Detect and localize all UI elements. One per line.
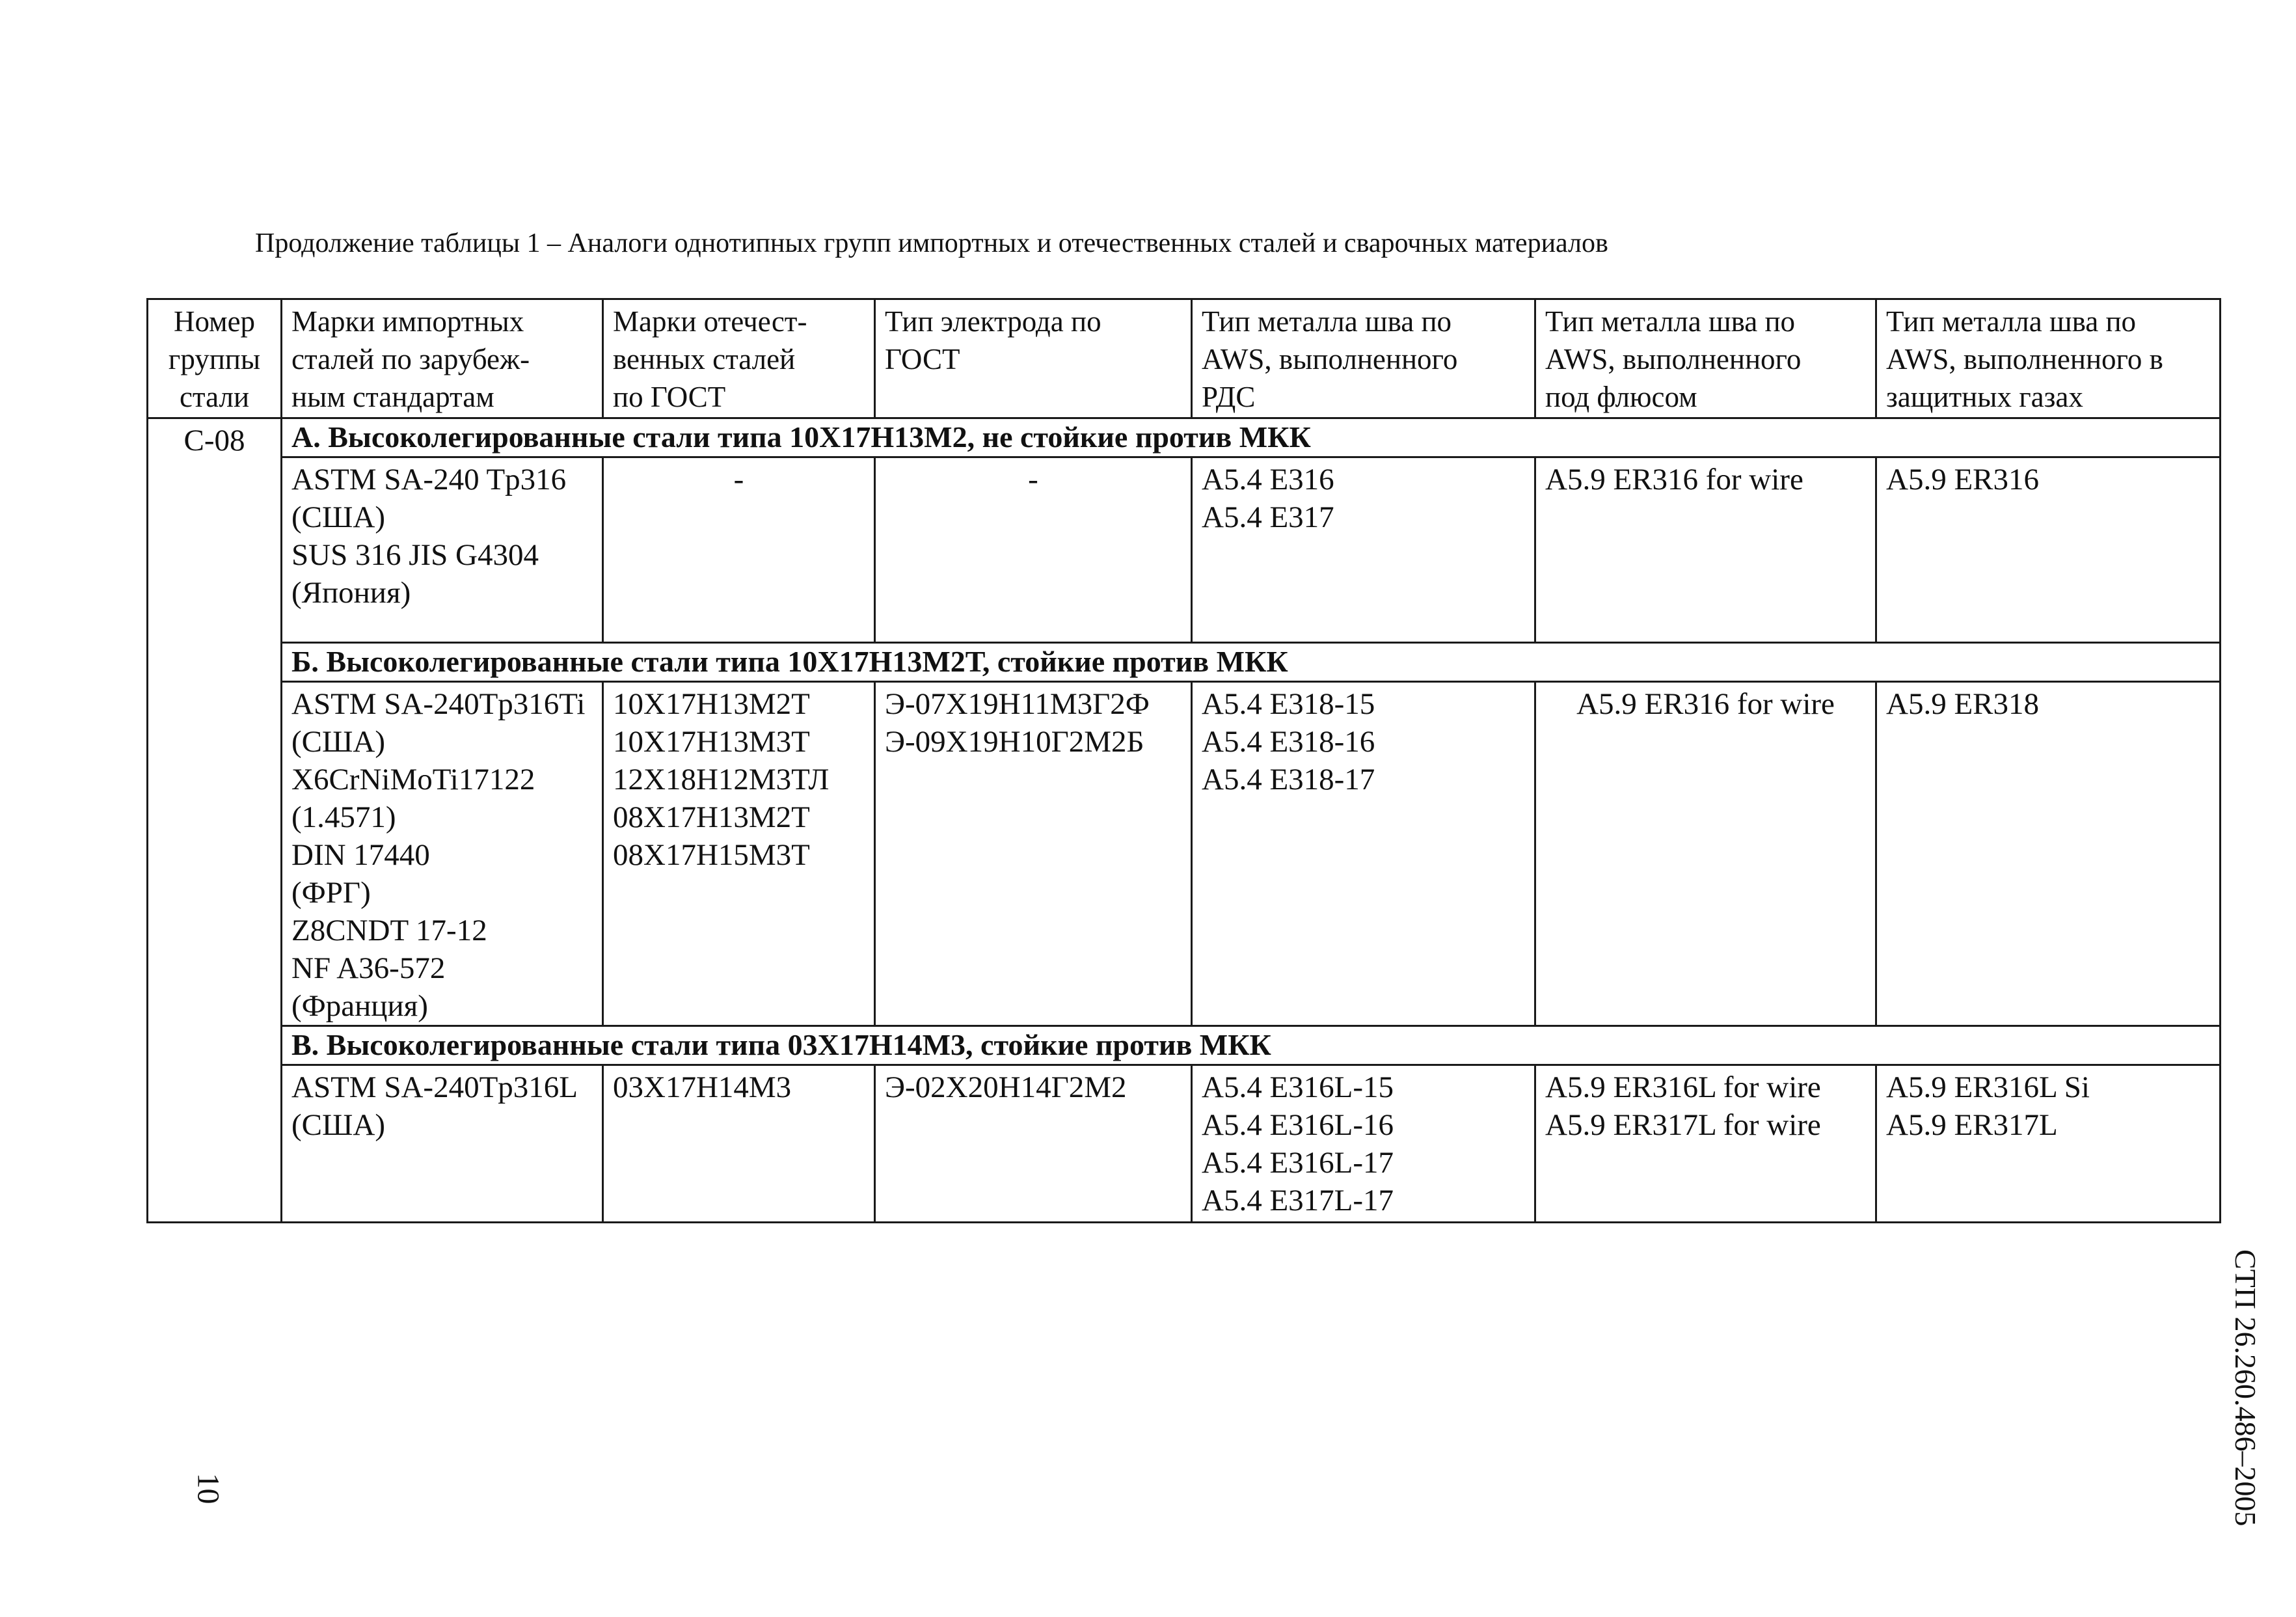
list-item: A5.4 E318-16	[1202, 725, 1375, 759]
list-item: (ФРГ)	[291, 876, 371, 910]
list-item: A5.9 ER316L Si	[1886, 1070, 2090, 1104]
list-item: X6CrNiMoTi17122	[291, 763, 535, 796]
table-row	[148, 1065, 2221, 1223]
header-line: AWS, выполненного	[1202, 343, 1458, 375]
list-item: A5.4 E316L-15	[1202, 1070, 1394, 1104]
header-line: Тип металла шва по	[1545, 305, 1796, 338]
header-import-grades	[282, 299, 603, 418]
list-item: NF A36-572	[291, 951, 446, 985]
page-number: 10	[191, 1473, 226, 1504]
gas-b	[1876, 682, 2221, 1026]
list-item: A5.4 E318-17	[1202, 763, 1375, 796]
header-line: Марки отечест-	[613, 305, 807, 338]
header-line: Марки импортных	[291, 305, 524, 338]
list-item: A5.4 E317L-17	[1202, 1184, 1394, 1217]
header-line: AWS, выполненного в	[1886, 343, 2163, 375]
header-line: ГОСТ	[885, 343, 960, 375]
header-gas-weld	[1876, 299, 2221, 418]
gas-c	[1876, 1065, 2221, 1223]
header-line: стали	[179, 381, 250, 413]
list-item: (США)	[291, 1108, 386, 1142]
list-item: A5.9 ER318	[1886, 687, 2039, 721]
table-caption: Продолжение таблицы 1 – Аналоги однотипных групп импортных и отечественных сталей и сварочных материалов	[255, 228, 1608, 258]
list-item: A5.9 ER317L	[1886, 1108, 2058, 1142]
flux-a	[1535, 457, 1876, 643]
table-row	[148, 682, 2221, 1026]
header-flux-weld	[1535, 299, 1876, 418]
electrode-c	[875, 1065, 1192, 1223]
list-item: Э-09Х19Н10Г2М2Б	[885, 725, 1144, 759]
group-number: С-08	[183, 424, 245, 457]
header-line: Тип металла шва по	[1202, 305, 1452, 338]
header-line: по ГОСТ	[613, 381, 726, 413]
list-item: SUS 316 JIS G4304	[291, 538, 539, 572]
list-item: ASTM SA-240Tp316L	[291, 1070, 578, 1104]
gost-grades-c	[603, 1065, 875, 1223]
section-b-title: Б. Высоколегированные стали типа 10Х17Н13М2Т, стойкие против МКК	[282, 643, 2221, 682]
header-line: Номер	[173, 305, 256, 338]
list-item: A5.9 ER316 for wire	[1576, 687, 1835, 721]
list-item: DIN 17440	[291, 838, 430, 872]
list-item: (Япония)	[291, 576, 411, 610]
header-line: Тип электрода по	[885, 305, 1101, 338]
header-line: AWS, выполненного	[1545, 343, 1802, 375]
list-item: A5.4 E318-15	[1202, 687, 1375, 721]
list-item: A5.9 ER316 for wire	[1545, 463, 1803, 496]
electrode-b	[875, 682, 1192, 1026]
header-line: ным стандартам	[291, 381, 494, 413]
section-b-row	[148, 643, 2221, 682]
list-item: Z8CNDT 17-12	[291, 914, 487, 947]
list-item: A5.4 E317	[1202, 500, 1334, 534]
group-number-cell	[148, 418, 282, 1223]
list-item: (США)	[291, 500, 386, 534]
list-item: Э-07Х19Н11М3Г2Ф	[885, 687, 1150, 721]
header-line: Тип металла шва по	[1886, 305, 2137, 338]
document-code: СТП 26.260.486–2005	[2229, 1249, 2262, 1527]
gas-a	[1876, 457, 2221, 643]
gost-grades-b	[603, 682, 875, 1026]
electrode-a	[875, 457, 1192, 643]
section-a-row	[148, 418, 2221, 457]
list-item: A5.9 ER317L for wire	[1545, 1108, 1821, 1142]
list-item: (США)	[291, 725, 386, 759]
list-item: (Франция)	[291, 989, 428, 1023]
section-c-row	[148, 1026, 2221, 1065]
list-item: 10Х17Н13М3Т	[613, 725, 810, 759]
header-gost-grades	[603, 299, 875, 418]
header-group-no	[148, 299, 282, 418]
import-grades-b	[282, 682, 603, 1026]
list-item: 10Х17Н13М2Т	[613, 687, 810, 721]
import-grades-c	[282, 1065, 603, 1223]
header-line: сталей по зарубеж-	[291, 343, 530, 375]
table-header-row	[148, 299, 2221, 418]
import-grades-a	[282, 457, 603, 643]
rds-c	[1192, 1065, 1535, 1223]
list-item: 03Х17Н14М3	[613, 1070, 792, 1104]
header-line: РДС	[1202, 381, 1256, 413]
header-electrode-type	[875, 299, 1192, 418]
list-item: A5.4 E316	[1202, 463, 1334, 496]
flux-b	[1535, 682, 1876, 1026]
list-item: -	[733, 463, 744, 496]
list-item: (1.4571)	[291, 800, 396, 834]
table-row	[148, 457, 2221, 643]
header-line: защитных газах	[1886, 381, 2083, 413]
list-item: -	[1028, 463, 1038, 496]
list-item: ASTM SA-240 Tp316	[291, 463, 567, 496]
list-item: A5.9 ER316	[1886, 463, 2039, 496]
list-item: 08Х17Н15М3Т	[613, 838, 810, 872]
list-item: A5.4 E316L-17	[1202, 1146, 1394, 1180]
list-item: ASTM SA-240Tp316Ti	[291, 687, 586, 721]
section-a-title: А. Высоколегированные стали типа 10Х17Н13М2, не стойкие против МКК	[282, 418, 2221, 457]
flux-c	[1535, 1065, 1876, 1223]
steel-analog-table	[146, 298, 2221, 1223]
list-item: 08Х17Н13М2Т	[613, 800, 810, 834]
section-c-title: В. Высоколегированные стали типа 03Х17Н14М3, стойкие против МКК	[282, 1026, 2221, 1065]
list-item: 12Х18Н12М3ТЛ	[613, 763, 830, 796]
header-rds-weld	[1192, 299, 1535, 418]
list-item: A5.9 ER316L for wire	[1545, 1070, 1821, 1104]
rds-a	[1192, 457, 1535, 643]
list-item: Э-02Х20Н14Г2М2	[885, 1070, 1127, 1104]
gost-grades-a	[603, 457, 875, 643]
rds-b	[1192, 682, 1535, 1026]
header-line: группы	[168, 343, 261, 375]
header-line: под флюсом	[1545, 381, 1697, 413]
header-line: венных сталей	[613, 343, 796, 375]
list-item: A5.4 E316L-16	[1202, 1108, 1394, 1142]
